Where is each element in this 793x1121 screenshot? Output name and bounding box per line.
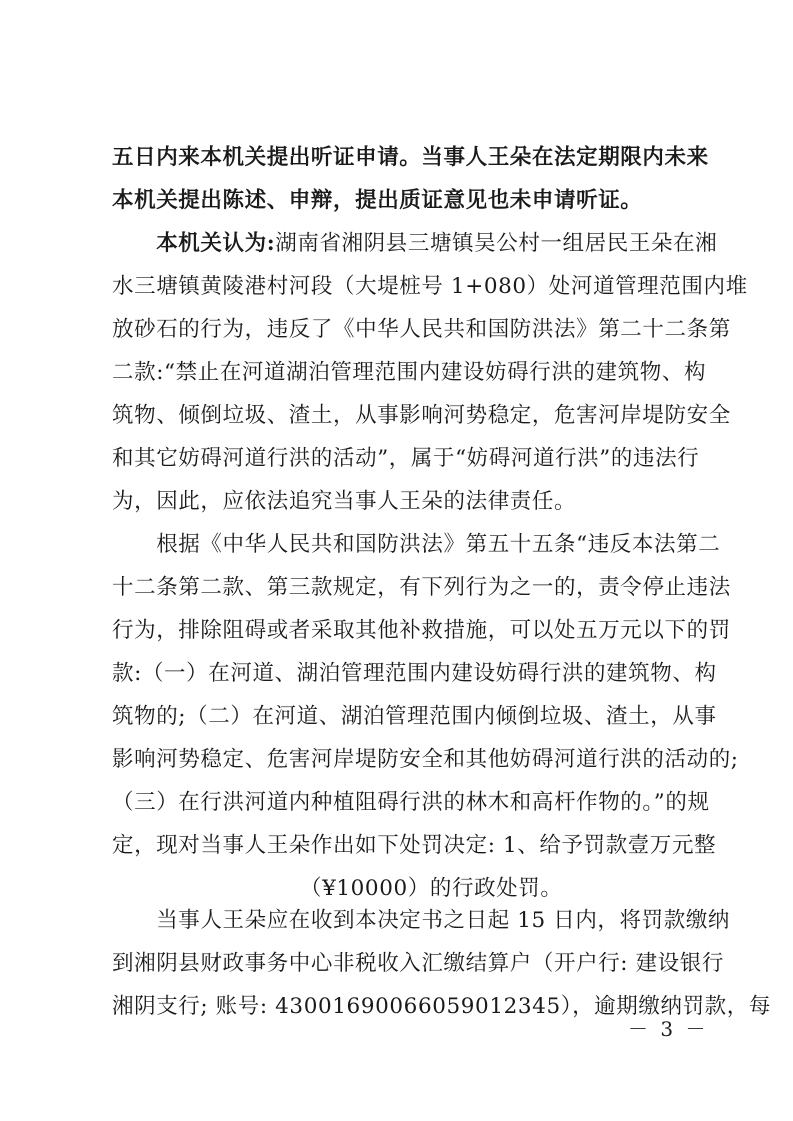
text-line-4: 水三塘镇黄陵港村河段（大堤桩号 1+080）处河道管理范围内堆 (112, 274, 748, 299)
text-line-6: 二款:“禁止在河道湖泊管理范围内建设妨碍行洪的建筑物、构 (112, 360, 707, 385)
text-line-15: 影响河势稳定、危害河岸堤防安全和其他妨碍河道行洪的活动的; (112, 747, 739, 772)
text-line-1: 五日内来本机关提出听证申请。当事人王朵在法定期限内未来 (112, 145, 709, 170)
text-line-12: 行为，排除阻碍或者采取其他补救措施，可以处五万元以下的罚 (112, 618, 731, 643)
text-line-19: 当事人王朵应在收到本决定书之日起 15 日内，将罚款缴纳 (112, 908, 731, 933)
text-line-11: 十二条第二款、第三款规定，有下列行为之一的，责令停止违法 (112, 575, 731, 600)
text-line-21: 湘阴支行; 账号: 43001690066059012345），逾期缴纳罚款，每 (112, 994, 771, 1019)
text-line-3 (112, 229, 718, 259)
text-line-10: 根据《中华人民共和国防洪法》第五十五条“违反本法第二 (112, 532, 721, 557)
text-line-14: 筑物的;（二）在河道、湖泊管理范围内倾倒垃圾、渣土，从事 (112, 704, 717, 729)
page-number: － 3 － (628, 1017, 709, 1041)
text-line-7: 筑物、倾倒垃圾、渣土，从事影响河势稳定，危害河岸堤防安全 (112, 403, 731, 428)
text-line-17: 定，现对当事人王朵作出如下处罚决定: 1、给予罚款壹万元整 (112, 833, 717, 858)
text-line-5: 放砂石的行为，违反了《中华人民共和国防洪法》第二十二条第 (112, 317, 731, 342)
text-line-2: 本机关提出陈述、申辩，提出质证意见也未申请听证。 (112, 188, 643, 213)
text-line-9: 为，因此，应依法追究当事人王朵的法律责任。 (112, 489, 577, 514)
text-line-8: 和其它妨碍河道行洪的活动”，属于“妨碍河道行洪”的违法行 (112, 446, 700, 471)
text-line-13: 款:（一）在河道、湖泊管理范围内建设妨碍行洪的建筑物、构 (112, 661, 717, 686)
text-line-18: （¥10000）的行政处罚。 (300, 876, 563, 901)
text-line-16: （三）在行洪河道内种植阻碍行洪的林木和高杆作物的。”的规 (112, 790, 710, 815)
lead-phrase: 本机关认为: (112, 231, 276, 256)
text-line-3-rest: 湖南省湘阴县三塘镇吴公村一组居民王朵在湘 (275, 231, 718, 256)
text-line-20: 到湘阴县财政事务中心非税收入汇缴结算户（开户行: 建设银行 (112, 951, 724, 976)
